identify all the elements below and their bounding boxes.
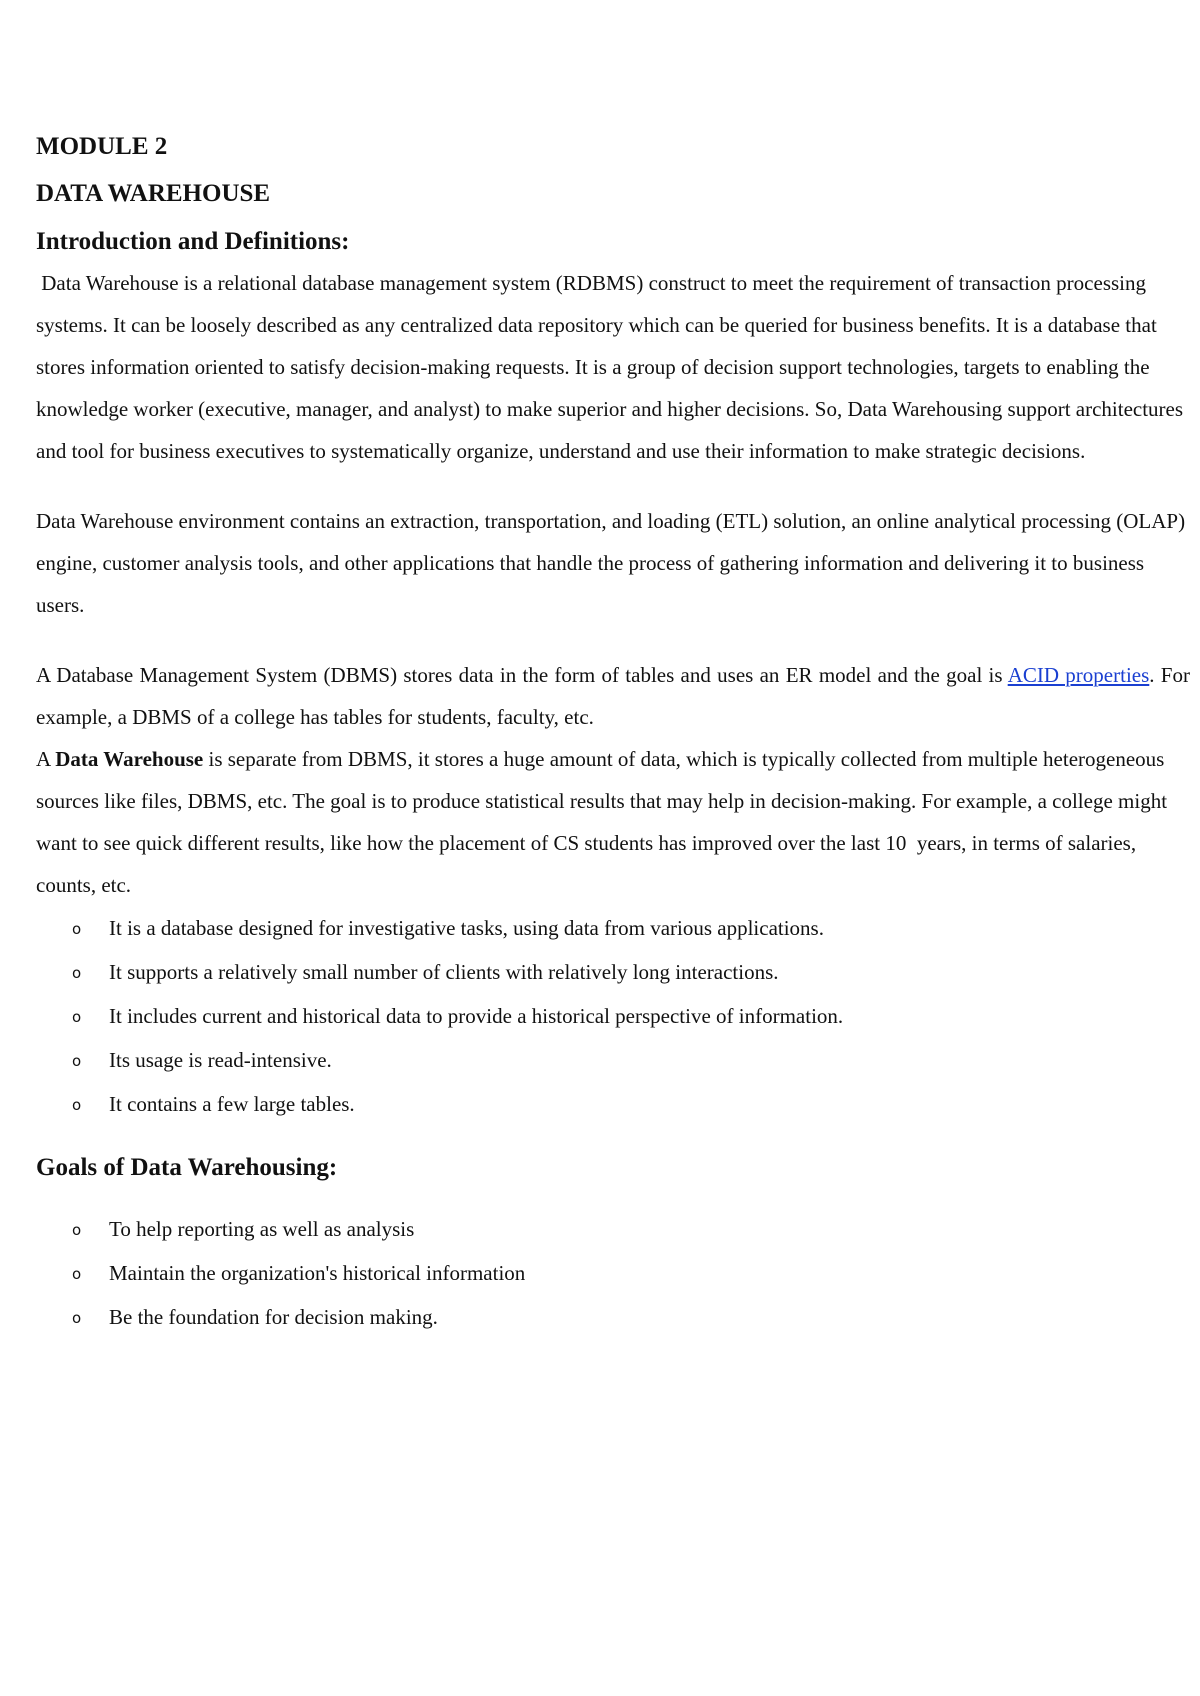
data-warehouse-paragraph <box>36 738 1190 906</box>
dbms-paragraph <box>36 654 1190 738</box>
intro-paragraph: Data Warehouse is a relational database management system (RDBMS) construct to meet the requirement of transaction processing systems. It can be loosely described as any centralized data repository which can be queried for business benefits. It is a database that stores information oriented to satisfy decision-making requests. It is a group of decision support technologies, targets to enabling the knowledge worker (executive, manager, and analyst) to make superior and higher decisions. So, Data Warehousing support architectures and tool for business executives to systematically organize, understand and use their information to make strategic decisions. <box>36 271 1189 463</box>
list-item <box>36 1207 1190 1251</box>
document-content <box>36 132 1190 1339</box>
list-item-text: Be the foundation for decision making. <box>109 1305 438 1329</box>
list-item-text: It is a database designed for investigative tasks, using data from various applications. <box>109 916 824 940</box>
list-item-text: To help reporting as well as analysis <box>109 1217 415 1241</box>
bullet-icon: o <box>72 1096 82 1114</box>
bullet-icon: o <box>72 1309 82 1327</box>
list-item-text: Maintain the organization's historical information <box>109 1261 526 1285</box>
list-item <box>36 906 1190 950</box>
list-item-text: It supports a relatively small number of clients with relatively long interactions. <box>109 960 779 984</box>
list-item-text: It includes current and historical data to provide a historical perspective of information. <box>109 1004 844 1028</box>
dw-bold-term: Data Warehouse <box>55 747 204 771</box>
list-item-text: Its usage is read-intensive. <box>109 1048 332 1072</box>
goals-list <box>36 1207 1190 1339</box>
list-item <box>36 1295 1190 1339</box>
dbms-paragraph-text-end: . For example, a DBMS of a college has tables for students, faculty, etc. <box>36 663 1190 729</box>
bullet-icon: o <box>72 964 82 982</box>
bullet-icon: o <box>72 1221 82 1239</box>
dw-paragraph-prefix: A <box>36 747 56 771</box>
list-item <box>36 950 1190 994</box>
list-item <box>36 1038 1190 1082</box>
module-heading: MODULE 2 <box>36 133 168 160</box>
list-item <box>36 1251 1190 1295</box>
bullet-icon: o <box>72 920 82 938</box>
dbms-paragraph-text: A Database Management System (DBMS) stores data in the form of tables and uses an ER model and the goal is <box>36 663 1008 687</box>
bullet-icon: o <box>72 1265 82 1283</box>
list-item <box>36 1082 1190 1126</box>
goals-heading: Goals of Data Warehousing: <box>36 1154 338 1181</box>
dw-paragraph-rest: is separate from DBMS, it stores a huge amount of data, which is typically collected from multiple heterogeneous sources like files, DBMS, etc. The goal is to produce statistical results that may help in decision-making. For example, a college might want to see quick different results, like how the placement of CS students has improved over the last 10 years, in terms of salaries, counts, etc. <box>36 747 1173 897</box>
intro-heading: Introduction and Definitions: <box>36 228 350 255</box>
environment-paragraph: Data Warehouse environment contains an extraction, transportation, and loading (ETL) solution, an online analytical processing (OLAP) engine, customer analysis tools, and other applications that handle the process of gathering information and delivering it to business users. <box>36 509 1186 617</box>
feature-list <box>36 906 1190 1126</box>
bullet-icon: o <box>72 1052 82 1070</box>
list-item-text: It contains a few large tables. <box>109 1092 355 1116</box>
list-item <box>36 994 1190 1038</box>
topic-heading: DATA WAREHOUSE <box>36 180 271 207</box>
bullet-icon: o <box>72 1008 82 1026</box>
acid-properties-link[interactable]: ACID properties <box>1007 663 1150 687</box>
